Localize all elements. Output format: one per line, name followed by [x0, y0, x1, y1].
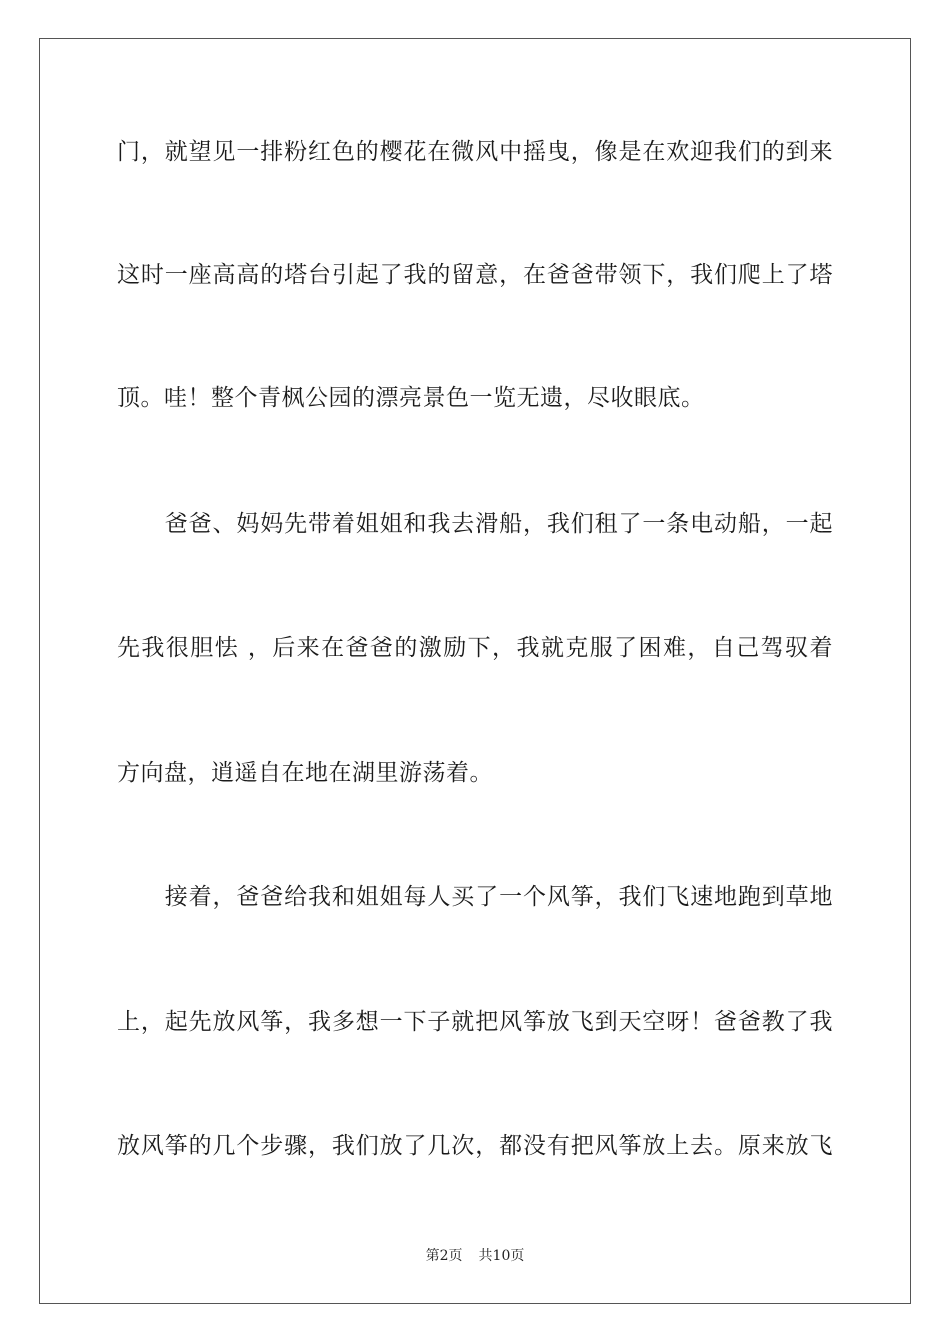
text-line: 这时一座高高的塔台引起了我的留意，在爸爸带领下，我们爬上了塔 [117, 262, 833, 288]
text-line: 爸爸、妈妈先带着姐姐和我去滑船，我们租了一条电动船，一起 [117, 511, 833, 537]
page-border [39, 38, 911, 1304]
text-line: 门，就望见一排粉红色的樱花在微风中摇曳，像是在欢迎我们的到来 [117, 139, 833, 165]
page-number: 第2页 [425, 1248, 463, 1264]
page-total: 共10页 [478, 1248, 525, 1264]
text-line: 放风筝的几个步骤，我们放了几次，都没有把风筝放上去。原来放飞 [117, 1133, 833, 1159]
text-line: 接着，爸爸给我和姐姐每人买了一个风筝，我们飞速地跑到草地 [117, 884, 833, 910]
text-line: 先我很胆怯 ，后来在爸爸的激励下，我就克服了困难，自己驾驭着 [117, 635, 833, 661]
text-line: 方向盘，逍遥自在地在湖里游荡着。 [117, 760, 493, 786]
text-line: 顶。哇！整个青枫公园的漂亮景色一览无遗，尽收眼底。 [117, 385, 705, 411]
page-footer [0, 1245, 950, 1265]
text-line: 上，起先放风筝，我多想一下子就把风筝放飞到天空呀！爸爸教了我 [117, 1009, 833, 1035]
